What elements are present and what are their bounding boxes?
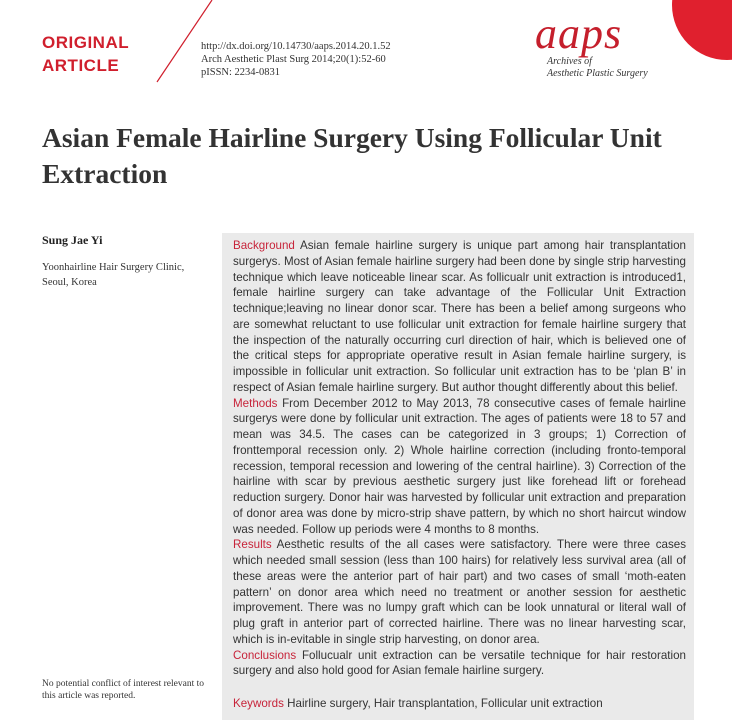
keywords-text: Hairline surgery, Hair transplantation, Follicular unit extraction xyxy=(283,697,603,710)
abstract-conclusions xyxy=(233,648,686,680)
author-affiliation: Yoonhairline Hair Surgery Clinic, Seoul, Korea xyxy=(42,262,185,288)
methods-text: From December 2012 to May 2013, 78 consecutive cases of female hairline surgerys were done by follicular unit extraction. The ages of patients were 18 to 57 and mean was 34.5. The cases can be categorized in 3 groups; 1) Correction of fronttemporal recession only. 2) Whole hairline correction (including fronto-temporal recession, temporal recession and lowering of the central hairline). 3) Correction of the hairline with scar by previous aesthetic surgery just like forehead lift or forehead reduction surgery. Donor hair was harvested by follicular unit extraction and preparation of donor area was done by micro-strip shave pattern, by which no short haircut window was needed. Follow up periods were 4 months to 8 months. xyxy=(233,396,686,536)
methods-heading: Methods xyxy=(233,396,278,410)
abstract-background xyxy=(233,238,686,396)
background-heading: Background xyxy=(233,239,295,252)
keywords-heading: Keywords xyxy=(233,697,284,710)
results-text: Aesthetic results of the all cases were satisfactory. There were three cases which needed small session (less than 100 hairs) for relatively less survival area (all of these areas were the anterior part of hair part) and two cases of small ‘moth-eaten pattern’ on donor area which need no treatment or another session for aesthetic improvement. There was no lumpy graft which can be look unnatural or literal wall of plug graft in anterior part of corrected hairline. There was no linear harvesting scar, which is in-evitable in single strip harvesting, on donor area. xyxy=(233,538,686,646)
article-metadata xyxy=(201,40,391,79)
journal-name-line1: Archives of xyxy=(547,56,592,67)
abstract-box xyxy=(222,233,694,720)
article-type-line1: ORIGINAL xyxy=(42,33,130,52)
citation-text: Arch Aesthetic Plast Surg 2014;20(1):52-60 xyxy=(201,54,386,65)
background-text: Asian female hairline surgery is unique part among hair transplantation surgerys. Most of Asian female hairline surgery had been done by single strip harvesting technique which leave noticeable linear scar. As follicualr unit extraction is introduced1, female hairline surgery can take advantage of the Follicular Unit Extraction technique;leaving no linear donor scar. There has been a belief among surgeons who are somewhat reluctant to use follicular unit extraction for female hairline surgery that the inspection of the naturally occurring curl direction of hair, which is believed one of the critical steps for appropriate operative result in Asian female hairline surgery, is impossible in follicular unit extraction. So follicular unit extraction has to be ‘plan B’ in respect of Asian female hairline surgery. But author thought differently about this belief. xyxy=(233,239,686,394)
article-title: Asian Female Hairline Surgery Using Follicular Unit Extraction xyxy=(42,122,662,189)
article-type-label xyxy=(42,31,129,77)
conclusions-heading: Conclusions xyxy=(233,648,297,662)
conclusions-text: Follucualr unit extraction can be versatile technique for hair restoration surgery and also hold good for Asian female hairline surgery. xyxy=(233,648,686,678)
journal-name-line2: Aesthetic Plastic Surgery xyxy=(547,68,648,79)
results-heading: Results xyxy=(233,538,272,552)
author-name: Sung Jae Yi xyxy=(42,233,103,247)
issn-text: pISSN: 2234-0831 xyxy=(201,67,281,78)
journal-name xyxy=(547,56,665,80)
abstract-results xyxy=(233,537,686,647)
doi-link[interactable]: http://dx.doi.org/10.14730/aaps.2014.20.1.52 xyxy=(201,41,391,52)
abstract-keywords xyxy=(233,696,686,712)
article-type-line2: ARTICLE xyxy=(42,56,120,75)
journal-logo-block xyxy=(535,9,665,80)
conflict-of-interest-note: No potential conflict of interest relevant to this article was reported. xyxy=(42,679,204,701)
abstract-methods xyxy=(233,396,686,538)
journal-logo: aaps xyxy=(535,9,623,58)
